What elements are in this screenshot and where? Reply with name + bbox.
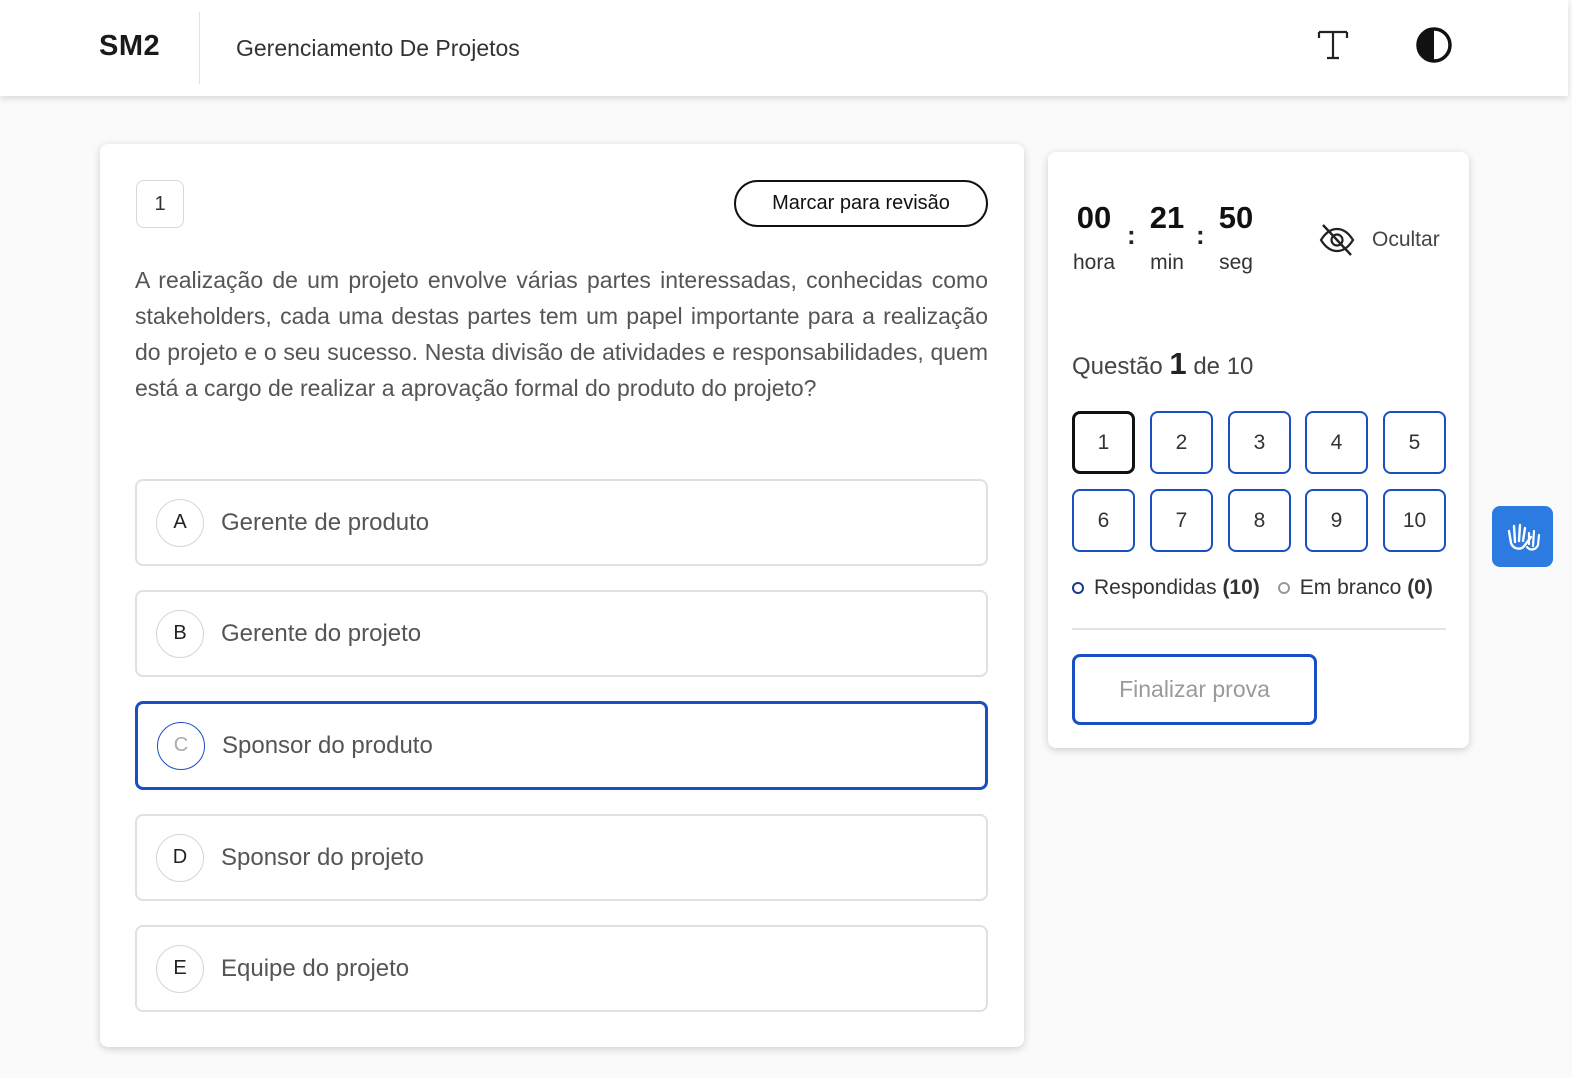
answered-count: (10) bbox=[1222, 576, 1260, 599]
option-letter: A bbox=[156, 499, 204, 547]
question-nav-10[interactable]: 10 bbox=[1383, 489, 1446, 552]
question-number-badge: 1 bbox=[136, 180, 184, 228]
mark-for-review-button[interactable]: Marcar para revisão bbox=[734, 180, 988, 227]
finish-exam-button[interactable]: Finalizar prova bbox=[1072, 654, 1317, 725]
question-nav-5[interactable]: 5 bbox=[1383, 411, 1446, 474]
top-bar bbox=[0, 0, 1568, 96]
question-text: A realização de um projeto envolve várias partes interessadas, conhecidas como stakeholders, cada uma destas partes tem um papel importante para a realização do projeto e o seu sucesso. Nesta divisão de atividades e responsabilidades, quem está a cargo de realizar a aprovação formal do produto do projeto? bbox=[135, 267, 988, 401]
question-nav-2[interactable]: 2 bbox=[1150, 411, 1213, 474]
question-counter bbox=[1072, 346, 1253, 382]
option-c[interactable] bbox=[135, 701, 988, 790]
timer-seconds: 50 bbox=[1218, 200, 1254, 235]
panel-divider bbox=[1072, 628, 1446, 630]
question-nav-8[interactable]: 8 bbox=[1228, 489, 1291, 552]
status-legend bbox=[1072, 576, 1433, 600]
answered-dot-icon bbox=[1072, 582, 1084, 594]
timer-hours-label: hora bbox=[1072, 251, 1116, 274]
timer-seconds-label: seg bbox=[1219, 251, 1253, 274]
question-nav-6[interactable]: 6 bbox=[1072, 489, 1135, 552]
blank-count: (0) bbox=[1407, 576, 1433, 599]
header-divider bbox=[199, 12, 200, 84]
option-letter: D bbox=[156, 834, 204, 882]
option-e[interactable] bbox=[135, 925, 988, 1012]
question-nav-4[interactable]: 4 bbox=[1305, 411, 1368, 474]
option-text: Gerente de produto bbox=[221, 508, 430, 536]
app-logo: SM2 bbox=[99, 30, 161, 62]
option-b[interactable] bbox=[135, 590, 988, 677]
hide-timer-button[interactable] bbox=[1318, 220, 1440, 260]
timer-hours: 00 bbox=[1076, 200, 1112, 235]
question-counter-current: 1 bbox=[1169, 346, 1187, 381]
question-counter-suffix: de 10 bbox=[1193, 353, 1254, 380]
option-a[interactable] bbox=[135, 479, 988, 566]
blank-label: Em branco bbox=[1299, 576, 1402, 599]
question-nav-9[interactable]: 9 bbox=[1305, 489, 1368, 552]
option-letter: E bbox=[156, 945, 204, 993]
eye-off-icon bbox=[1318, 221, 1356, 259]
timer-separator: : bbox=[1127, 220, 1136, 250]
hide-timer-label: Ocultar bbox=[1372, 228, 1440, 251]
sign-language-button[interactable] bbox=[1492, 506, 1553, 567]
question-nav-7[interactable]: 7 bbox=[1150, 489, 1213, 552]
timer-minutes-label: min bbox=[1150, 251, 1184, 274]
question-card bbox=[100, 144, 1024, 1047]
exam-side-panel bbox=[1048, 152, 1469, 748]
option-letter: B bbox=[156, 610, 204, 658]
contrast-icon[interactable] bbox=[1414, 25, 1454, 65]
timer-minutes: 21 bbox=[1149, 200, 1185, 235]
timer-separator: : bbox=[1196, 220, 1205, 250]
page-title: Gerenciamento De Projetos bbox=[236, 35, 520, 61]
option-text: Sponsor do produto bbox=[222, 731, 433, 759]
option-text: Equipe do projeto bbox=[221, 954, 410, 982]
blank-dot-icon bbox=[1278, 582, 1290, 594]
question-counter-prefix: Questão bbox=[1072, 353, 1163, 380]
option-text: Gerente do projeto bbox=[221, 619, 422, 647]
font-size-icon[interactable] bbox=[1314, 26, 1352, 64]
option-text: Sponsor do projeto bbox=[221, 843, 424, 871]
option-letter: C bbox=[157, 722, 205, 770]
option-d[interactable] bbox=[135, 814, 988, 901]
sign-language-hands-icon bbox=[1503, 517, 1543, 557]
question-nav-3[interactable]: 3 bbox=[1228, 411, 1291, 474]
question-nav-1[interactable]: 1 bbox=[1072, 411, 1135, 474]
answered-label: Respondidas bbox=[1094, 576, 1217, 599]
